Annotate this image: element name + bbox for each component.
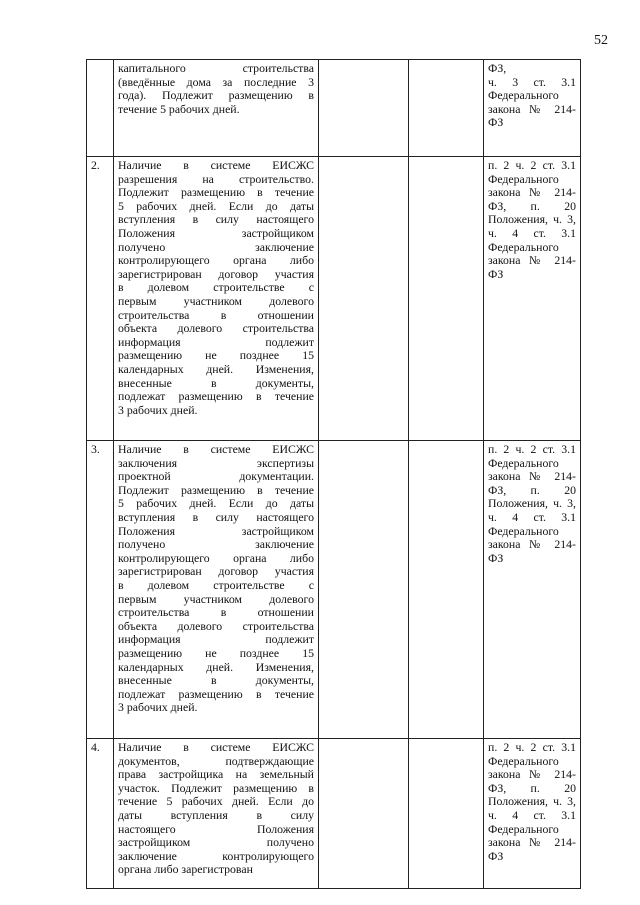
text-line: первым участником долевого — [118, 592, 314, 606]
text-line: контролирующего органа либо — [118, 551, 314, 565]
text-line: информация подлежит — [118, 335, 314, 349]
text-line: заключение контролирующего — [118, 849, 314, 863]
text-line: Наличие в системе ЕИСЖС — [118, 159, 314, 172]
requirements-table — [86, 59, 581, 889]
requirement-text — [114, 157, 319, 441]
reference-line: ФЗ — [488, 849, 504, 863]
text-line: участок. Подлежит размещению в — [118, 781, 314, 795]
empty-cell-2 — [409, 441, 484, 739]
text-line: Наличие в системе ЕИСЖС — [118, 443, 314, 456]
text-line: права застройщика на земельный — [118, 768, 314, 782]
text-line: 3 рабочих дней. — [118, 701, 198, 715]
reference-line: закона № 214- — [488, 254, 576, 268]
text-line: в долевом строительстве с — [118, 281, 314, 295]
text-line: зарегистрирован договор участия — [118, 565, 314, 579]
table-row — [87, 739, 581, 889]
table-row — [87, 60, 581, 157]
table-row — [87, 157, 581, 441]
text-line: документов, подтверждающие — [118, 754, 314, 768]
text-line: первым участником долевого — [118, 294, 314, 308]
text-line: органа либо зарегистрован — [118, 863, 253, 877]
reference-line: Федерального — [488, 240, 559, 254]
text-line: Положения застройщиком — [118, 524, 314, 538]
text-line: разрешения на строительство. — [118, 172, 314, 186]
text-line: Наличие в системе ЕИСЖС — [118, 741, 314, 754]
legal-reference — [484, 157, 581, 441]
text-line: вступления в силу настоящего — [118, 510, 314, 524]
text-line: Подлежит размещению в течение — [118, 483, 314, 497]
text-line: Положения застройщиком — [118, 226, 314, 240]
text-line: Подлежит размещению в течение — [118, 186, 314, 200]
page-number: 52 — [594, 33, 608, 48]
text-line: вступления в силу настоящего — [118, 213, 314, 227]
text-line: течение 5 рабочих дней. Если до — [118, 795, 314, 809]
row-number — [87, 60, 114, 157]
table-row — [87, 441, 581, 739]
reference-line: Положения, ч. 3, — [488, 213, 576, 227]
text-line: строительства в отношении — [118, 606, 314, 620]
reference-line: п. 2 ч. 2 ст. 3.1 — [488, 741, 576, 754]
text-line: внесенные в документы, — [118, 376, 314, 390]
reference-line: закона № 214- — [488, 836, 576, 850]
reference-line: Положения, ч. 3, — [488, 795, 576, 809]
text-line: капитального строительства — [118, 62, 314, 75]
empty-cell-1 — [319, 441, 409, 739]
reference-line: ФЗ, п. 20 — [488, 781, 576, 795]
text-line: застройщиком получено — [118, 836, 314, 850]
text-line: информация подлежит — [118, 633, 314, 647]
reference-line: Федерального — [488, 524, 559, 538]
empty-cell-1 — [319, 60, 409, 157]
text-line: календарных дней. Изменения, — [118, 660, 314, 674]
reference-line: ФЗ — [488, 267, 504, 281]
legal-reference — [484, 739, 581, 889]
reference-line: Федерального — [488, 89, 559, 103]
row-number: 4. — [87, 739, 114, 889]
reference-line: п. 2 ч. 2 ст. 3.1 — [488, 443, 576, 456]
text-line: получено заключение — [118, 538, 314, 552]
text-line: 5 рабочих дней. Если до даты — [118, 497, 314, 511]
reference-line: закона № 214- — [488, 470, 576, 484]
text-line: объекта долевого строительства — [118, 619, 314, 633]
reference-line: ФЗ, п. 20 — [488, 483, 576, 497]
text-line: подлежат размещению в течение — [118, 687, 314, 701]
text-line: размещению не позднее 15 — [118, 349, 314, 363]
reference-line: ФЗ — [488, 116, 504, 130]
reference-line: закона № 214- — [488, 538, 576, 552]
reference-line: закона № 214- — [488, 102, 576, 116]
empty-cell-2 — [409, 157, 484, 441]
reference-line: закона № 214- — [488, 768, 576, 782]
text-line: течение 5 рабочих дней. — [118, 102, 240, 116]
reference-line: ч. 3 ст. 3.1 — [488, 75, 576, 89]
empty-cell-1 — [319, 157, 409, 441]
reference-line: п. 2 ч. 2 ст. 3.1 — [488, 159, 576, 172]
empty-cell-2 — [409, 739, 484, 889]
text-line: контролирующего органа либо — [118, 254, 314, 268]
text-line: зарегистрирован договор участия — [118, 267, 314, 281]
text-line: получено заключение — [118, 240, 314, 254]
text-line: (введённые дома за последние 3 — [118, 75, 314, 89]
reference-line: ч. 4 ст. 3.1 — [488, 510, 576, 524]
text-line: в долевом строительстве с — [118, 578, 314, 592]
text-line: объекта долевого строительства — [118, 322, 314, 336]
reference-line: ФЗ, п. 20 — [488, 199, 576, 213]
reference-line: Федерального — [488, 754, 559, 768]
reference-line: Федерального — [488, 172, 559, 186]
text-line: года). Подлежит размещению в — [118, 89, 314, 103]
legal-reference — [484, 441, 581, 739]
text-line: подлежат размещению в течение — [118, 390, 314, 404]
reference-line: ФЗ, — [488, 62, 507, 75]
text-line: заключения экспертизы — [118, 456, 314, 470]
text-line: даты вступления в силу — [118, 808, 314, 822]
text-line: 3 рабочих дней. — [118, 403, 198, 417]
reference-line: Федерального — [488, 822, 559, 836]
empty-cell-2 — [409, 60, 484, 157]
reference-line: закона № 214- — [488, 186, 576, 200]
text-line: календарных дней. Изменения, — [118, 362, 314, 376]
text-line: строительства в отношении — [118, 308, 314, 322]
row-number: 3. — [87, 441, 114, 739]
reference-line: ФЗ — [488, 551, 504, 565]
text-line: настоящего Положения — [118, 822, 314, 836]
text-line: 5 рабочих дней. Если до даты — [118, 199, 314, 213]
requirement-text — [114, 739, 319, 889]
text-line: проектной документации. — [118, 470, 314, 484]
requirement-text — [114, 441, 319, 739]
text-line: внесенные в документы, — [118, 674, 314, 688]
reference-line: Федерального — [488, 456, 559, 470]
row-number: 2. — [87, 157, 114, 441]
reference-line: ч. 4 ст. 3.1 — [488, 226, 576, 240]
legal-reference — [484, 60, 581, 157]
reference-line: ч. 4 ст. 3.1 — [488, 808, 576, 822]
reference-line: Положения, ч. 3, — [488, 497, 576, 511]
text-line: размещению не позднее 15 — [118, 646, 314, 660]
empty-cell-1 — [319, 739, 409, 889]
requirement-text — [114, 60, 319, 157]
